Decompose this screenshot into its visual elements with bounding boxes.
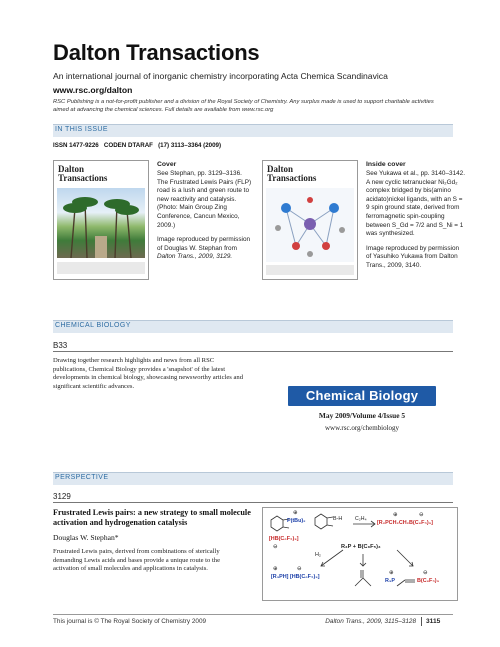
perspective-title-line: Frustrated Lewis pairs: a new strategy to small molecule	[53, 508, 251, 517]
scheme-r3ph: [R₃PH] [HB(C₆F₅)₃]	[271, 574, 320, 580]
scheme-minus-2: ⊖	[419, 512, 424, 518]
scheme-pt-bu2: P(tBu)₂	[287, 518, 306, 524]
perspective-page-number: 3129	[53, 492, 71, 501]
reaction-scheme	[262, 507, 458, 601]
scheme-r2pch2: [R₂PCH₂CH₂B(C₆F₅)₃]	[377, 520, 433, 526]
chembio-url[interactable]: www.rsc.org/chembiology	[324, 424, 400, 432]
inside-cover-heading: Inside cover	[366, 161, 406, 168]
inside-cover-line: between S_Gd = 7/2 and S_Ni = 1	[366, 221, 464, 229]
section-bar-chemical-biology	[53, 320, 453, 333]
cover-thumbnail[interactable]	[53, 160, 149, 280]
inside-cover-line: 9 spin ground state, derived from	[366, 204, 460, 212]
chembio-line: Drawing together research highlights and news from all RSC	[53, 357, 215, 364]
inside-cover-credit: Trans., 2009, 3140.	[366, 261, 422, 269]
inside-thumb-title-2: Transactions	[267, 173, 317, 183]
section-bar-in-this-issue	[53, 124, 453, 137]
scheme-plus-3: ⊕	[273, 566, 278, 572]
journal-subtitle: An international journal of inorganic chemistry incorporating Acta Chemica Scandinavica	[53, 71, 388, 81]
cover-credit: of Douglas W. Stephan from	[157, 244, 237, 252]
scheme-r3p-b: R₃P + B(C₆F₅)₃	[341, 544, 381, 550]
chembio-line: publications, Chemical Biology provides a 'snapshot' of the latest	[53, 365, 226, 373]
perspective-title-line: activation and hydrogenation catalysis	[53, 518, 188, 527]
cover-line: new reactivity and catalysis.	[157, 195, 237, 203]
chembio-line: developments in chemical biology, showcasing newsworthy articles and	[53, 374, 244, 382]
scheme-h2: H₂	[315, 552, 321, 558]
cover-line: Conference, Cancun Mexico,	[157, 212, 240, 220]
chembio-page-number: B33	[53, 341, 68, 350]
scheme-b-h: B-H	[333, 516, 343, 522]
chembio-logo[interactable]	[288, 386, 436, 406]
scheme-b-c6f5: B(C₆F₅)₃	[417, 578, 440, 584]
cover-credit: Image reproduced by permission	[157, 236, 251, 244]
cover-photo	[57, 188, 145, 258]
cover-thumb-title-1: Dalton	[58, 164, 85, 174]
scheme-r3p: R₃P	[385, 578, 395, 584]
scheme-c2h4: C₂H₄	[355, 516, 367, 522]
abstract-line: demanding Lewis acids and bases provide a unique route to the	[53, 556, 220, 564]
perspective-title[interactable]	[53, 508, 251, 528]
journal-title: Dalton Transactions	[53, 40, 260, 65]
section-bar-perspective	[53, 472, 453, 485]
issn-line: ISSN 1477-9226 CODEN DTARAF (17) 3113–3364 (2009)	[53, 142, 222, 149]
publisher-notice-line1: RSC Publishing is a not-for-profit publisher and a division of the Royal Society of Chemistry. Any surplus made is used to support charitable activities	[53, 99, 434, 105]
scheme-plus-4: ⊕	[389, 570, 394, 576]
footer-citation: Dalton Trans., 2009, 3115–3128	[325, 618, 416, 625]
cover-description	[157, 170, 251, 262]
scheme-hb-c6f5: [HB(C₆F₅)₃]	[269, 536, 299, 542]
publisher-notice-line2: aimed at advancing the chemical sciences. Full details are available from www.rsc.org	[53, 107, 274, 113]
cover-credit: Dalton Trans., 2009, 3129.	[157, 253, 233, 261]
scheme-plus-1: ⊕	[293, 510, 298, 516]
inside-cover-credit: of Yasuhiko Yukawa from Dalton	[366, 253, 458, 261]
inside-cover-line: acidato)nickel ligands, with an S =	[366, 195, 463, 203]
inside-cover-line: ferromagnetic spin-coupling	[366, 212, 445, 220]
section-label: PERSPECTIVE	[55, 474, 109, 481]
cover-line: 2009.)	[157, 221, 176, 229]
abstract-line: activation of small molecules and applications in catalysis.	[53, 565, 208, 573]
footer-page-number: 3115	[426, 618, 441, 625]
cover-line: See Stephan, pp. 3129–3136.	[157, 170, 242, 177]
molecule-structure-icon	[266, 188, 354, 262]
inside-cover-line: was synthesized.	[366, 230, 415, 238]
inside-cover-credit: Image reproduced by permission	[366, 244, 460, 252]
inside-cover-line: complex bridged by bis(amino	[366, 187, 451, 195]
scheme-minus-3: ⊖	[297, 566, 302, 572]
chembio-line: significant scientific advances.	[53, 382, 135, 390]
cover-line: The Frustrated Lewis Pairs (FLP)	[157, 178, 252, 186]
journal-url[interactable]: www.rsc.org/dalton	[53, 85, 133, 95]
perspective-author: Douglas W. Stephan*	[53, 533, 119, 542]
scheme-minus-4: ⊖	[423, 570, 428, 576]
scheme-minus-1: ⊖	[273, 544, 278, 550]
inside-cover-thumbnail[interactable]	[262, 160, 358, 280]
cover-line: road is a lush and green route to	[157, 187, 250, 195]
section-label: CHEMICAL BIOLOGY	[55, 322, 131, 329]
abstract-line: Frustrated Lewis pairs, derived from combinations of sterically	[53, 548, 220, 555]
footer-copyright: This journal is © The Royal Society of Chemistry 2009	[53, 618, 207, 625]
section-label: IN THIS ISSUE	[55, 126, 108, 133]
cover-thumb-title-2: Transactions	[58, 173, 108, 183]
inside-cover-line: See Yukawa et al., pp. 3140–3142.	[366, 170, 466, 177]
inside-cover-line: A new cyclic tetranuclear Ni₂Gd₂	[366, 178, 458, 186]
inside-cover-description	[366, 170, 465, 271]
perspective-abstract	[53, 548, 220, 574]
inside-thumb-title-1: Dalton	[267, 164, 294, 174]
footer-divider	[421, 617, 422, 626]
chembio-logo-text: Chemical Biology	[305, 388, 419, 403]
scheme-plus-2: ⊕	[393, 512, 398, 518]
molecule-image	[266, 188, 354, 262]
cover-heading: Cover	[157, 161, 177, 168]
chembio-description	[53, 357, 243, 391]
palm-trees-icon	[57, 188, 145, 258]
cover-line: (Photo: Main Group Zing	[157, 204, 227, 212]
chembio-issue: May 2009/Volume 4/Issue 5	[318, 411, 406, 420]
